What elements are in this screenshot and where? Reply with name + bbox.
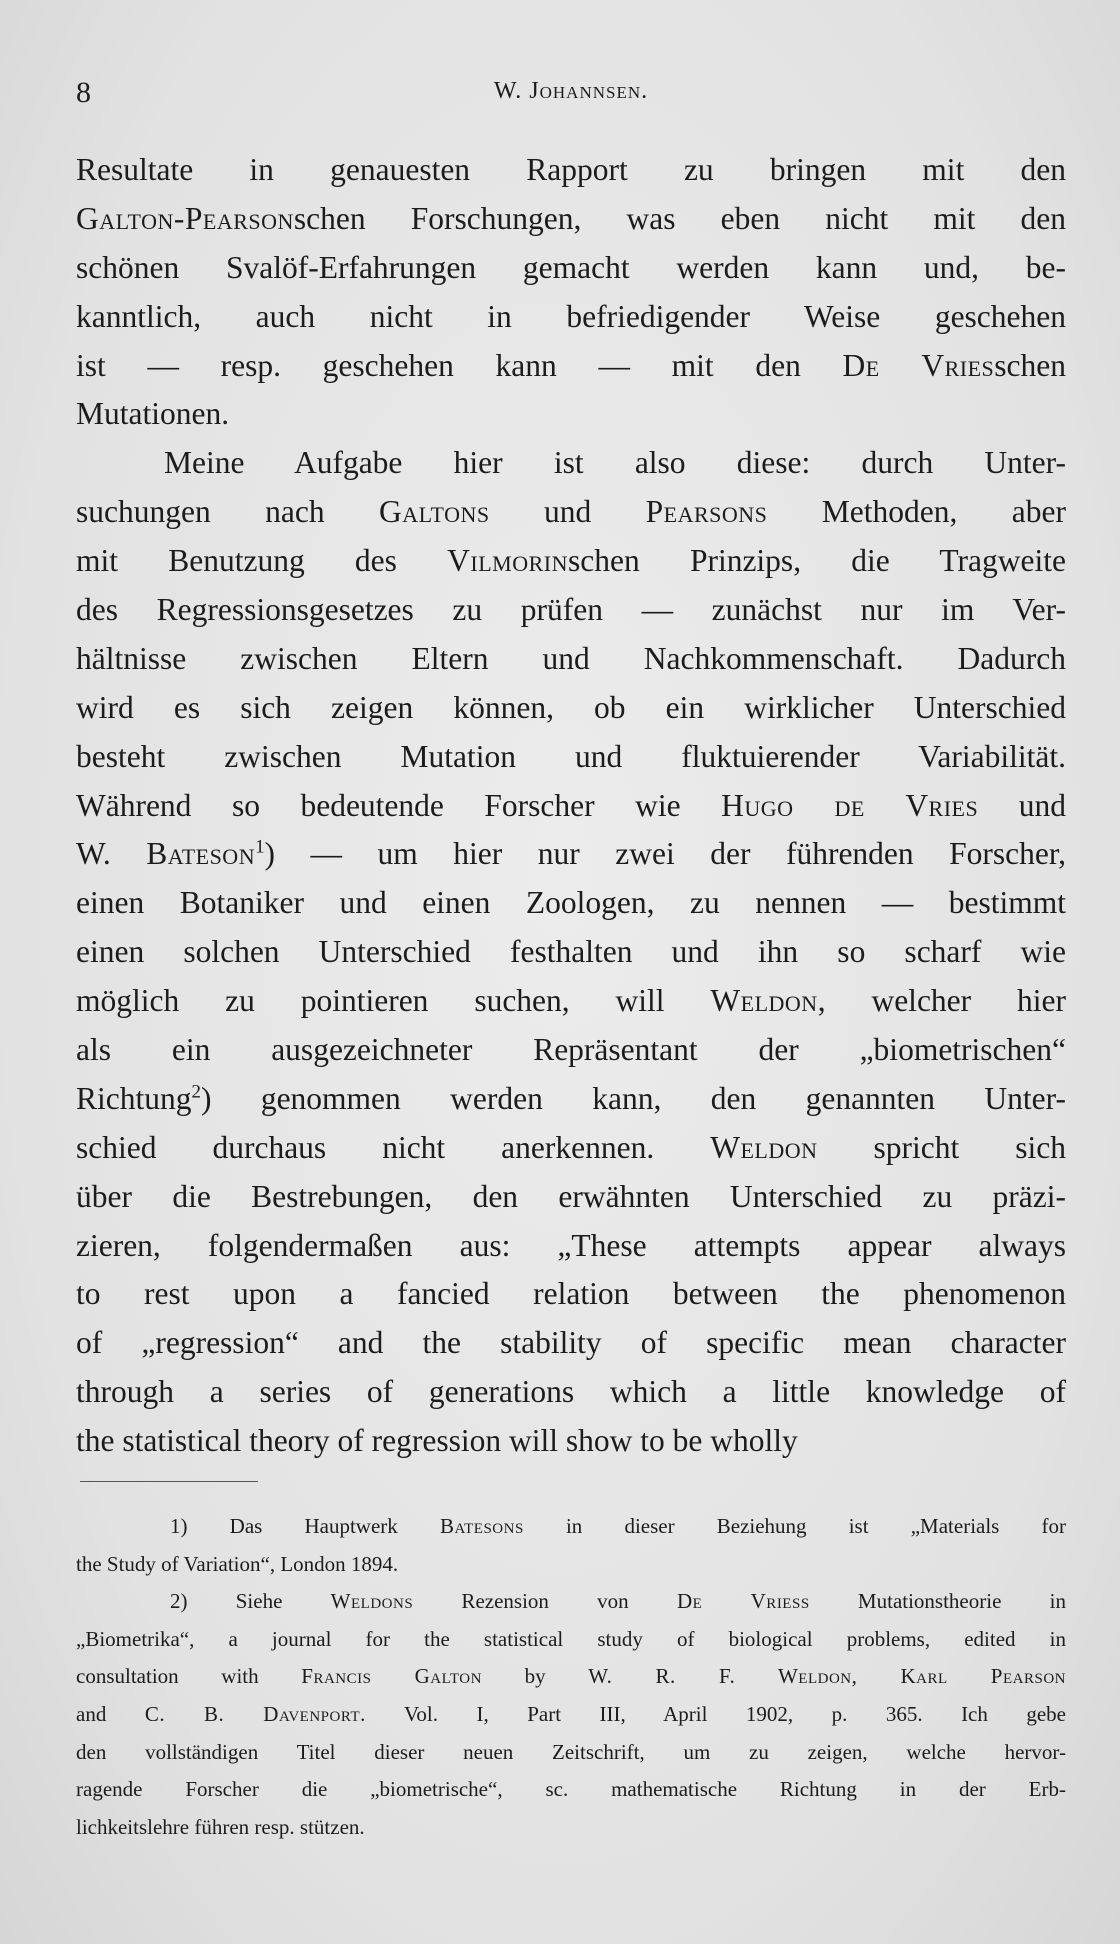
text-run: 2) Siehe	[170, 1589, 331, 1614]
text-run: consultation with	[76, 1664, 302, 1689]
text-run: , welcher hier	[817, 983, 1066, 1019]
text-line	[76, 928, 1066, 977]
small-caps-name: Francis Galton	[301, 1664, 482, 1689]
footnote-line	[76, 1809, 1066, 1847]
text-run: Meine Aufgabe hier ist also diese: durch Unter-	[164, 445, 1066, 481]
text-run: besteht zwischen Mutation und fluktuierender Variabilität.	[76, 738, 1066, 774]
text-line	[76, 1026, 1066, 1075]
footnote-line	[76, 1696, 1066, 1734]
text-line	[76, 439, 1066, 488]
text-run: Während so bedeutende Forscher wie	[76, 787, 722, 823]
page-header	[76, 76, 1066, 116]
text-line	[76, 879, 1066, 928]
text-line	[76, 830, 1066, 879]
text-run: of „regression“ and the stability of specific mean character	[76, 1325, 1066, 1361]
text-run: einen solchen Unterschied festhalten und ihn so scharf wie	[76, 934, 1066, 970]
text-line	[76, 244, 1066, 293]
text-line	[76, 1319, 1066, 1368]
text-run: hältnisse zwischen Eltern und Nachkommenschaft. Dadurch	[76, 640, 1066, 676]
text-run: Richtung	[76, 1080, 192, 1116]
footnotes	[76, 1508, 1066, 1846]
text-run: des Regressionsgesetzes zu prüfen — zunächst nur im Ver-	[76, 592, 1066, 628]
running-head: W. Johannsen.	[493, 78, 649, 104]
small-caps-name: Batesons	[439, 1514, 524, 1538]
text-run: schen Prinzips, die Tragweite	[568, 543, 1066, 579]
text-line	[76, 195, 1066, 244]
footnote-line	[76, 1771, 1066, 1809]
footnote-line	[76, 1621, 1066, 1659]
text-line	[76, 1417, 1066, 1466]
text-run: Resultate in genauesten Rapport zu bringen mit den	[76, 152, 1066, 187]
text-run: kanntlich, auch nicht in befriedigender Weise geschehen	[76, 298, 1066, 334]
text-run: einen Botaniker und einen Zoologen, zu nennen — bestimmt	[76, 885, 1066, 921]
text-run: Mutationstheorie in	[809, 1589, 1066, 1614]
small-caps-name: Galtons	[378, 494, 490, 530]
text-run: suchungen nach	[76, 494, 379, 530]
text-run: in dieser Beziehung ist „Materials for	[523, 1514, 1066, 1538]
text-run: the Study of Variation“, London 1894.	[76, 1551, 399, 1576]
text-run: möglich zu pointieren suchen, will	[76, 983, 711, 1019]
text-line	[76, 586, 1066, 635]
text-run: als ein ausgezeichneter Repräsentant der „biometrischen“	[76, 1032, 1066, 1068]
text-run: ) — um hier nur zwei der führenden Forscher,	[264, 836, 1067, 872]
page-number: 8	[76, 76, 91, 109]
text-run: to rest upon a fancied relation between the phenomenon	[76, 1276, 1066, 1312]
text-run: ist — resp. geschehen kann — mit den	[76, 347, 843, 383]
text-line	[76, 1075, 1066, 1124]
text-run: ) genommen werden kann, den genannten Unter-	[200, 1080, 1066, 1116]
text-run: „Biometrika“, a journal for the statistical study of biological problems, edited in	[76, 1626, 1066, 1651]
text-run: schied durchaus nicht anerkennen.	[76, 1129, 711, 1165]
footnote-line	[76, 1508, 1066, 1546]
text-line	[76, 146, 1066, 195]
text-line	[76, 293, 1066, 342]
text-run: spricht sich	[817, 1129, 1066, 1165]
text-line	[76, 635, 1066, 684]
text-run: W.	[76, 836, 147, 872]
footnote-separator	[80, 1481, 258, 1482]
small-caps-name: Weldons	[330, 1589, 414, 1614]
small-caps-name: De Vries	[842, 347, 995, 383]
text-run: Vol. I, Part III, April 1902, p. 365. Ich gebe	[365, 1701, 1066, 1726]
text-run: by	[481, 1664, 589, 1689]
text-run: schen	[994, 347, 1066, 383]
text-run: ragende Forscher die „biometrische“, sc. mathematische Richtung in der Erb-	[76, 1777, 1066, 1802]
small-caps-name: Pearsons	[645, 494, 768, 530]
footnote-line	[76, 1546, 1066, 1584]
footnote-marker: 1	[255, 836, 265, 858]
text-line	[76, 1368, 1066, 1417]
text-run: und	[489, 494, 646, 530]
text-run: Mutationen.	[76, 396, 230, 432]
footnote-line	[76, 1734, 1066, 1772]
footnote-line	[76, 1583, 1066, 1621]
small-caps-name: Galton-Pearson	[76, 200, 294, 236]
small-caps-name: De Vriess	[676, 1589, 810, 1614]
footnote-line	[76, 1658, 1066, 1696]
small-caps-name: Vilmorin	[447, 543, 568, 579]
text-line	[76, 1270, 1066, 1319]
small-caps-name: Hugo de Vries	[721, 787, 979, 823]
text-line	[76, 1124, 1066, 1173]
text-run: Methoden, aber	[767, 494, 1066, 530]
text-run: the statistical theory of regression will show to be wholly	[76, 1423, 798, 1459]
small-caps-name: Weldon	[710, 1129, 818, 1165]
text-run: schönen Svalöf-Erfahrungen gemacht werden kann und, be-	[76, 249, 1066, 285]
text-line	[76, 390, 1066, 439]
text-run: den vollständigen Titel dieser neuen Zeitschrift, um zu zeigen, welche hervor-	[76, 1739, 1066, 1764]
small-caps-name: C. B. Davenport.	[144, 1701, 366, 1726]
small-caps-name: W. R. F. Weldon, Karl Pearson	[588, 1664, 1066, 1689]
text-run: und	[978, 787, 1067, 823]
text-line	[76, 977, 1066, 1026]
footnote-marker: 2	[191, 1081, 201, 1103]
text-run: mit Benutzung des	[76, 543, 448, 579]
text-run: wird es sich zeigen können, ob ein wirklicher Unterschied	[76, 689, 1066, 725]
text-run: schen Forschungen, was eben nicht mit den	[293, 200, 1066, 236]
text-line	[76, 342, 1066, 391]
text-run: über die Bestrebungen, den erwähnten Unterschied zu präzi-	[76, 1178, 1066, 1214]
small-caps-name: Bateson	[146, 836, 256, 872]
text-line	[76, 1173, 1066, 1222]
text-line	[76, 733, 1066, 782]
small-caps-name: Weldon	[710, 983, 818, 1019]
text-line	[76, 537, 1066, 586]
text-line	[76, 782, 1066, 831]
text-line	[76, 684, 1066, 733]
text-run: zieren, folgendermaßen aus: „These attempts appear always	[76, 1227, 1066, 1263]
text-line	[76, 1222, 1066, 1271]
text-run: and	[76, 1701, 145, 1726]
text-run: 1) Das Hauptwerk	[170, 1514, 440, 1538]
text-line	[76, 488, 1066, 537]
text-run: lichkeitslehre führen resp. stützen.	[76, 1814, 365, 1839]
text-run: Rezension von	[413, 1589, 677, 1614]
text-run: through a series of generations which a little knowledge of	[76, 1374, 1066, 1410]
main-text	[76, 146, 1066, 1466]
